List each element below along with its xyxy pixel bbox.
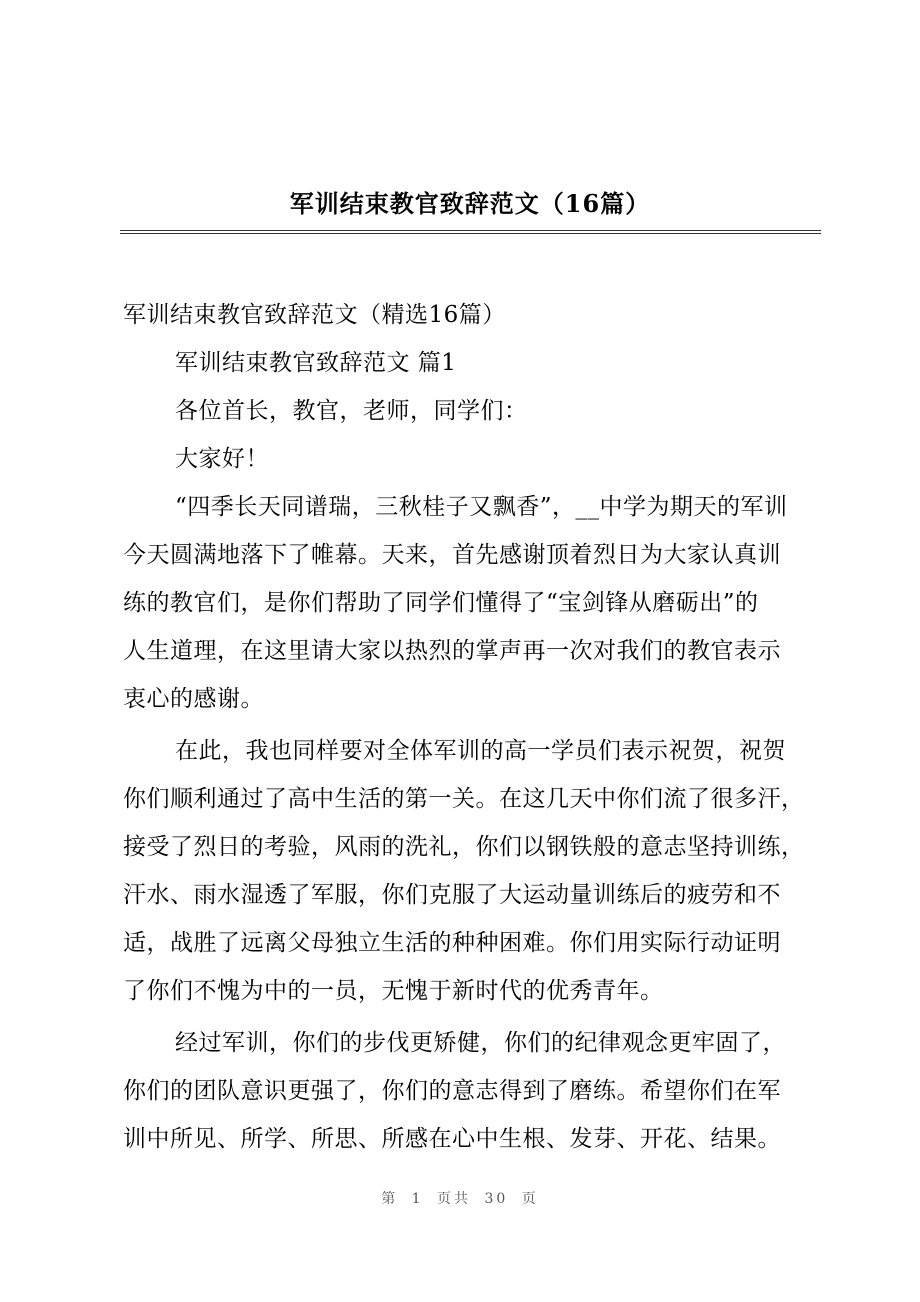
section-heading: 军训结束教官致辞范文 篇1 <box>175 350 457 376</box>
paragraph-line: 接受了烈日的考验，风雨的洗礼，你们以钢铁般的意志坚持训练， <box>123 834 805 860</box>
paragraph-line: 经过军训，你们的步伐更矫健，你们的纪律观念更牢固了， <box>175 1030 786 1056</box>
paragraph-line: 你们的团队意识更强了，你们的意志得到了磨练。希望你们在军 <box>123 1078 781 1104</box>
title-rule-top-line <box>120 230 821 231</box>
paragraph-line: 衷心的感谢。 <box>123 686 264 712</box>
paragraph-1 <box>123 483 823 723</box>
paragraph-line: 在此，我也同样要对全体军训的高一学员们表示祝贺，祝贺 <box>175 738 786 764</box>
paragraph-line: 人生道理，在这里请大家以热烈的掌声再一次对我们的教官表示 <box>123 638 781 664</box>
paragraph-3 <box>123 1019 823 1163</box>
greeting-line: 各位首长，教官，老师，同学们： <box>175 398 528 424</box>
page-footer: 第 1 页共 30 页 <box>381 1191 539 1207</box>
paragraph-2 <box>123 727 823 1015</box>
document-title: 军训结束教官致辞范文（16篇） <box>289 189 651 218</box>
title-rule-bottom-line <box>120 233 821 234</box>
paragraph-line: 了你们不愧为中的一员，无愧于新时代的优秀青年。 <box>123 978 664 1004</box>
paragraph-line: 汗水、雨水湿透了军服，你们克服了大运动量训练后的疲劳和不 <box>123 882 781 908</box>
title-double-rule <box>120 230 821 234</box>
paragraph-line: “四季长天同谱瑞，三秋桂子又飘香”，__中学为期天的军训 <box>175 494 788 520</box>
paragraph-line: 今天圆满地落下了帷幕。天来，首先感谢顶着烈日为大家认真训 <box>123 542 781 568</box>
hello-line: 大家好！ <box>175 446 269 472</box>
document-subtitle: 军训结束教官致辞范文（精选16篇） <box>123 302 506 328</box>
paragraph-line: 练的教官们，是你们帮助了同学们懂得了“宝剑锋从磨砺出”的 <box>123 590 759 616</box>
paragraph-line: 适，战胜了远离父母独立生活的种种困难。你们用实际行动证明 <box>123 930 781 956</box>
paragraph-line: 你们顺利通过了高中生活的第一关。在这几天中你们流了很多汗， <box>123 786 805 812</box>
paragraph-line: 训中所见、所学、所思、所感在心中生根、发芽、开花、结果。 <box>123 1126 781 1152</box>
document-body <box>123 291 823 1163</box>
